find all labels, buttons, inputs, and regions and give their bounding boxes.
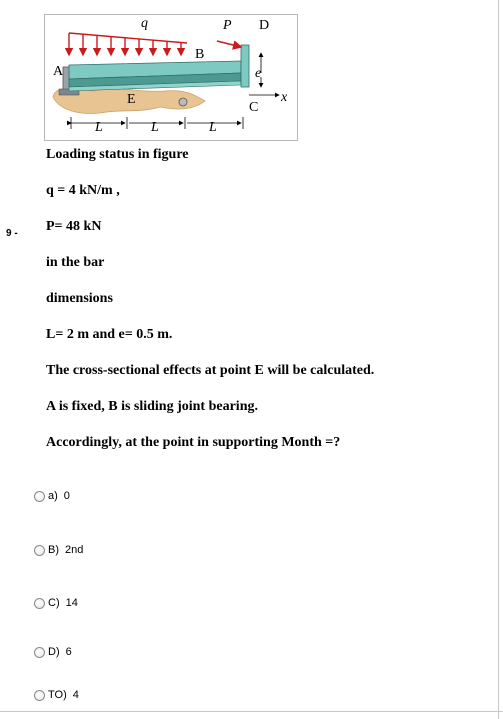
label-l2: L: [151, 120, 159, 135]
roller-support-b: [179, 98, 187, 106]
option-label: D): [48, 646, 60, 658]
question-line-1: Loading status in figure: [46, 147, 189, 162]
question-line-2: q = 4 kN/m ,: [46, 183, 120, 198]
label-a: A: [53, 64, 64, 79]
option-value: 4: [72, 689, 79, 701]
question-line-6: L= 2 m and e= 0.5 m.: [46, 327, 173, 342]
label-e-point: E: [127, 92, 136, 107]
question-line-8: A is fixed, B is sliding joint bearing.: [46, 399, 258, 414]
option-b[interactable]: [34, 543, 83, 557]
beam-figure: [44, 14, 298, 141]
label-b: B: [195, 47, 205, 62]
question-line-5: dimensions: [46, 291, 113, 306]
radio-button[interactable]: [34, 598, 45, 609]
question-line-4: in the bar: [46, 255, 105, 270]
option-d[interactable]: [34, 645, 72, 659]
radio-button[interactable]: [34, 690, 45, 701]
option-c[interactable]: [34, 596, 78, 610]
radio-button[interactable]: [34, 545, 45, 556]
radio-button[interactable]: [34, 647, 45, 658]
label-q: q: [141, 16, 148, 31]
force-p-arrow: [217, 41, 241, 47]
label-x: x: [281, 90, 288, 105]
option-label: B): [48, 544, 59, 556]
option-value: 2nd: [65, 544, 84, 556]
option-label: a): [48, 490, 58, 502]
option-a[interactable]: [34, 489, 70, 503]
option-value: 6: [65, 646, 72, 658]
question-line-9: Accordingly, at the point in supporting Month =?: [46, 435, 341, 450]
option-e[interactable]: [34, 688, 79, 702]
question-number: 9 -: [6, 228, 18, 239]
vertical-arm: [241, 45, 249, 87]
right-border: [498, 0, 499, 719]
question-line-7: The cross-sectional effects at point E will be calculated.: [46, 363, 375, 378]
label-l1: L: [95, 120, 103, 135]
label-p: P: [223, 18, 232, 33]
bottom-border: [0, 711, 503, 712]
beam-diagram: [45, 15, 297, 140]
label-e-dim: e: [255, 66, 262, 81]
question-line-3: P= 48 kN: [46, 219, 102, 234]
distributed-load-q: [69, 33, 187, 55]
option-value: 0: [63, 490, 70, 502]
radio-button[interactable]: [34, 491, 45, 502]
option-label: TO): [48, 689, 67, 701]
label-l3: L: [209, 120, 217, 135]
option-label: C): [48, 597, 60, 609]
label-d: D: [259, 18, 270, 33]
option-value: 14: [65, 597, 78, 609]
label-c: C: [249, 100, 259, 115]
